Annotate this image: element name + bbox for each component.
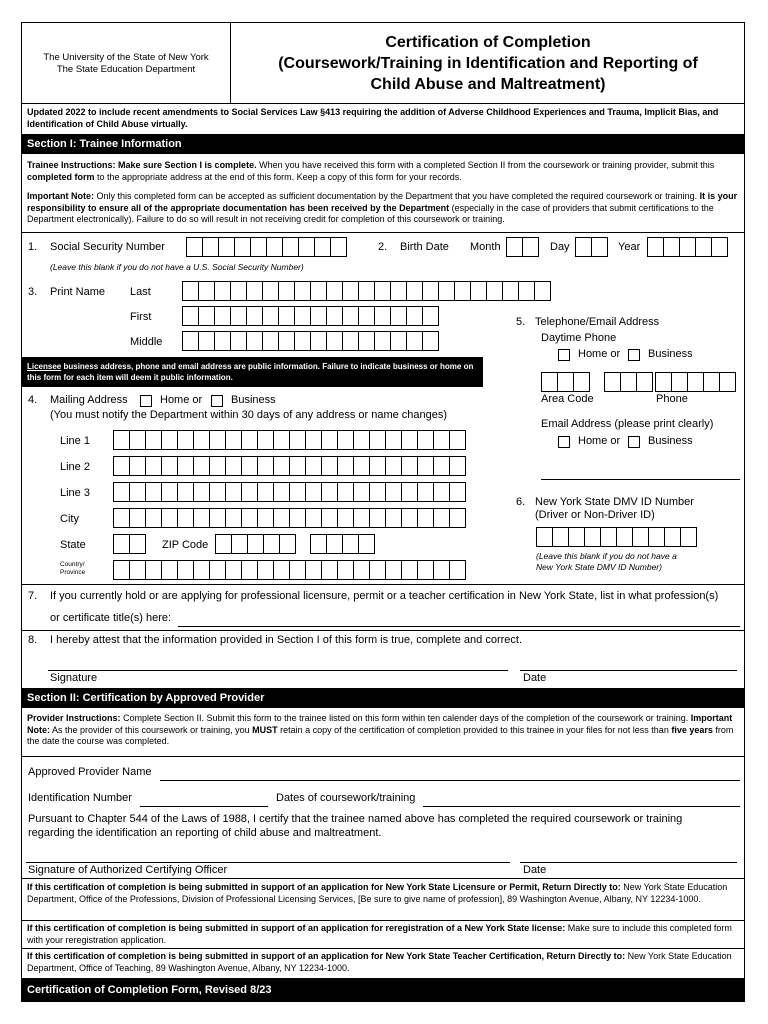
country-line1: Country/ [60,561,85,568]
dates-line[interactable] [423,806,740,807]
trainee-instructions [27,160,739,183]
divider [21,232,745,233]
provider-name-line[interactable] [160,780,740,781]
r3-bold: If this certification of completion is being submitted in support of an application for New York State Teacher Certification, Return Directly to: [27,951,626,961]
note-text2: (especially in the case of providers that submit certifications to the Department electronically). Failure to do so will result in not receiving credit for completion of this coursework or training. [27,202,714,224]
dmv-id-sublabel: (Driver or Non-Driver ID) [535,509,655,521]
ssn-boxes[interactable] [186,237,347,257]
last-label: Last [130,286,151,298]
daytime-phone-label: Daytime Phone [541,332,617,344]
email-home-checkbox[interactable] [558,436,570,448]
f6-num: 6. [516,496,526,508]
trainee-date-line[interactable] [520,670,737,671]
licensee-word: Licensee [27,362,62,371]
attest-text: I hereby attest that the information provided in Section I of this form is true, complete and correct. [50,634,523,646]
important-note [27,191,739,226]
title-line1: Certification of Completion [385,34,591,51]
address-line1-boxes[interactable] [113,430,466,450]
trainee-signature-label: Signature [50,672,98,684]
r1-text: New York State Education Department, Office of the Professions, Division of Professional Licensing Services, [Be sure to give name of profession], 89 Washington Avenue, Albany, NY 12234-1000. [27,882,728,904]
mailing-home-label: Home or [160,394,203,406]
address-line2-boxes[interactable] [113,456,466,476]
birth-date-label: Birth Date [400,241,449,253]
divider [21,948,745,949]
p-instr-text3: retain a copy of the certification of completion provided to this trainee in your files for not less than [277,724,672,735]
trainee-date-label: Date [523,672,547,684]
r1-bold: If this certification of completion is being submitted in support of an application for New York State Licensure or Permit, Return Directly to: [27,882,621,892]
dmv-hint-line2: New York State DMV ID Number) [536,562,662,572]
phone-home-checkbox[interactable] [558,349,570,361]
mailing-business-label: Business [231,394,276,406]
dates-label: Dates of coursework/training [276,792,416,804]
officer-date-label: Date [523,864,547,876]
return-licensure [27,882,739,905]
country-line2: Province [60,569,86,576]
section1-title: Section I: Trainee Information [21,134,745,154]
title-line2: (Coursework/Training in Identification and Reporting of [278,55,698,72]
dmv-id-boxes[interactable] [536,527,697,547]
p-instr-bold2: Important Note: [27,713,733,735]
return-teacher [27,951,739,974]
divider [21,103,745,104]
city-boxes[interactable] [113,508,466,528]
certificate-title-label: or certificate title(s) here: [50,612,172,624]
agency-line2: The State Education Department [56,64,196,75]
f4-num: 4. [28,394,38,406]
day-boxes[interactable] [575,237,608,257]
country-label [60,561,85,577]
telephone-email-label: Telephone/Email Address [535,316,660,328]
officer-signature-line[interactable] [26,862,510,863]
area-code-label: Area Code [541,393,594,405]
provider-instructions [27,713,739,748]
ssn-label: Social Security Number [50,241,165,253]
profession-input-line[interactable] [178,626,740,627]
note-bold2: It is your responsibility to ensure all of the appropriate documentation has been received by the Department [27,191,738,213]
dmv-id-label: New York State DMV ID Number [535,496,694,508]
email-input-line[interactable] [541,479,740,480]
email-business-label: Business [648,435,693,447]
p-instr-text1: Complete Section II. Submit this form to the trainee listed on this form within ten calender days of the completion of the coursework or training. [120,713,691,723]
licensee-notice [21,357,483,387]
f1-num: 1. [28,241,38,253]
licensee-text: business address, phone and email address are public information. Failure to indicate business or home on this form for each item will deem it public information. [27,362,474,382]
f7-num: 7. [28,590,38,602]
title-line3: Child Abuse and Maltreatment) [370,76,606,93]
zip-boxes[interactable] [215,534,296,554]
zip-ext-boxes[interactable] [310,534,375,554]
officer-date-line[interactable] [520,862,737,863]
country-boxes[interactable] [113,560,466,580]
p-instr-bold4: five years [671,724,713,735]
year-boxes[interactable] [647,237,728,257]
officer-signature-label: Signature of Authorized Certifying Officer [28,864,228,876]
p-instr-bold: Provider Instructions: [27,713,121,723]
f2-num: 2. [378,241,388,253]
ssn-hint: (Leave this blank if you do not have a U.S. Social Security Number) [50,262,304,272]
instr-bold: Trainee Instructions: Make sure Section I is complete. [27,160,257,170]
profession-text: If you currently hold or are applying for professional licensure, permit or a teacher certification in New York State, list in what profession(s) [50,590,719,602]
dmv-hint [536,551,677,573]
divider [21,920,745,921]
first-label: First [130,311,152,323]
phone-prefix-boxes[interactable] [604,372,653,392]
id-number-line[interactable] [140,806,268,807]
phone-home-label: Home or [578,348,621,360]
divider [21,756,745,757]
trainee-signature-line[interactable] [48,670,508,671]
phone-business-label: Business [648,348,693,360]
line2-label: Line 2 [60,461,90,473]
pursuant-text: Pursuant to Chapter 544 of the Laws of 1988, I certify that the trainee named above has completed the required coursework or training regarding the identification an reporting of child abuse and maltreatment. [28,813,683,839]
f3-num: 3. [28,286,38,298]
email-label: Email Address (please print clearly) [541,418,714,430]
update-note: Updated 2022 to include recent amendments to Social Services Law §413 requiring the addition of Adverse Childhood Experiences and Trauma, Implicit Bias, and Identification of Child Abuse virtually. [27,107,719,129]
note-bold: Important Note: [27,191,94,201]
note-text1: Only this completed form can be accepted as sufficient documentation by the Department that you have completed the required coursework or training. [94,191,700,201]
middle-name-boxes[interactable] [182,331,439,351]
instr-bold2: completed form [27,171,95,182]
page-title [231,32,745,95]
print-name-label: Print Name [50,286,106,298]
return-reregistration [27,923,739,946]
p-instr-bold3: MUST [252,724,278,735]
middle-label: Middle [130,336,163,348]
mailing-business-checkbox[interactable] [211,395,223,407]
p-instr-text4: from the date the course was completed. [27,724,734,746]
address-line3-boxes[interactable] [113,482,466,502]
phone-label: Phone [656,393,688,405]
provider-name-label: Approved Provider Name [28,766,152,778]
first-name-boxes[interactable] [182,306,439,326]
month-label: Month [470,241,501,253]
id-number-label: Identification Number [28,792,132,804]
zip-label: ZIP Code [162,539,209,551]
agency-name [22,52,230,76]
r2-bold: If this certification of completion is being submitted in support of an application for reregistration of a New York State license: [27,923,566,933]
year-label: Year [618,241,641,253]
line3-label: Line 3 [60,487,90,499]
divider [21,584,745,585]
p-instr-text2: As the provider of this coursework or training, you [50,724,253,735]
f5-num: 5. [516,316,526,328]
state-label: State [60,539,86,551]
instr-text2: to the appropriate address at the end of this form. Keep a copy of this form for your records. [94,171,462,182]
email-home-label: Home or [578,435,621,447]
divider [21,630,745,631]
divider [21,878,745,879]
line1-label: Line 1 [60,435,90,447]
month-boxes[interactable] [506,237,539,257]
phone-line-boxes[interactable] [655,372,736,392]
dmv-hint-line1: (Leave this blank if you do not have a [536,551,677,561]
section2-title: Section II: Certification by Approved Provider [21,688,745,708]
mailing-address-label: Mailing Address [50,394,128,406]
r3-text: New York State Education Department, Office of Teaching, 89 Washington Avenue, Albany, NY 12234-1000. [27,951,732,973]
mailing-home-checkbox[interactable] [140,395,152,407]
r2-text: Make sure to include this completed form with your reregistration application. [27,923,732,945]
phone-business-checkbox[interactable] [628,349,640,361]
day-label: Day [550,241,570,253]
email-business-checkbox[interactable] [628,436,640,448]
state-boxes[interactable] [113,534,146,554]
form-revision-footer: Certification of Completion Form, Revised 8/23 [21,978,745,1001]
area-code-boxes[interactable] [541,372,590,392]
f8-num: 8. [28,634,38,646]
last-name-boxes[interactable] [182,281,551,301]
instr-text1: When you have received this form with a completed Section II from the coursework or training provider, submit this [256,160,715,170]
city-label: City [60,513,79,525]
address-change-notice: (You must notify the Department within 30 days of any address or name changes) [50,409,448,421]
agency-line1: The University of the State of New York [43,52,209,63]
